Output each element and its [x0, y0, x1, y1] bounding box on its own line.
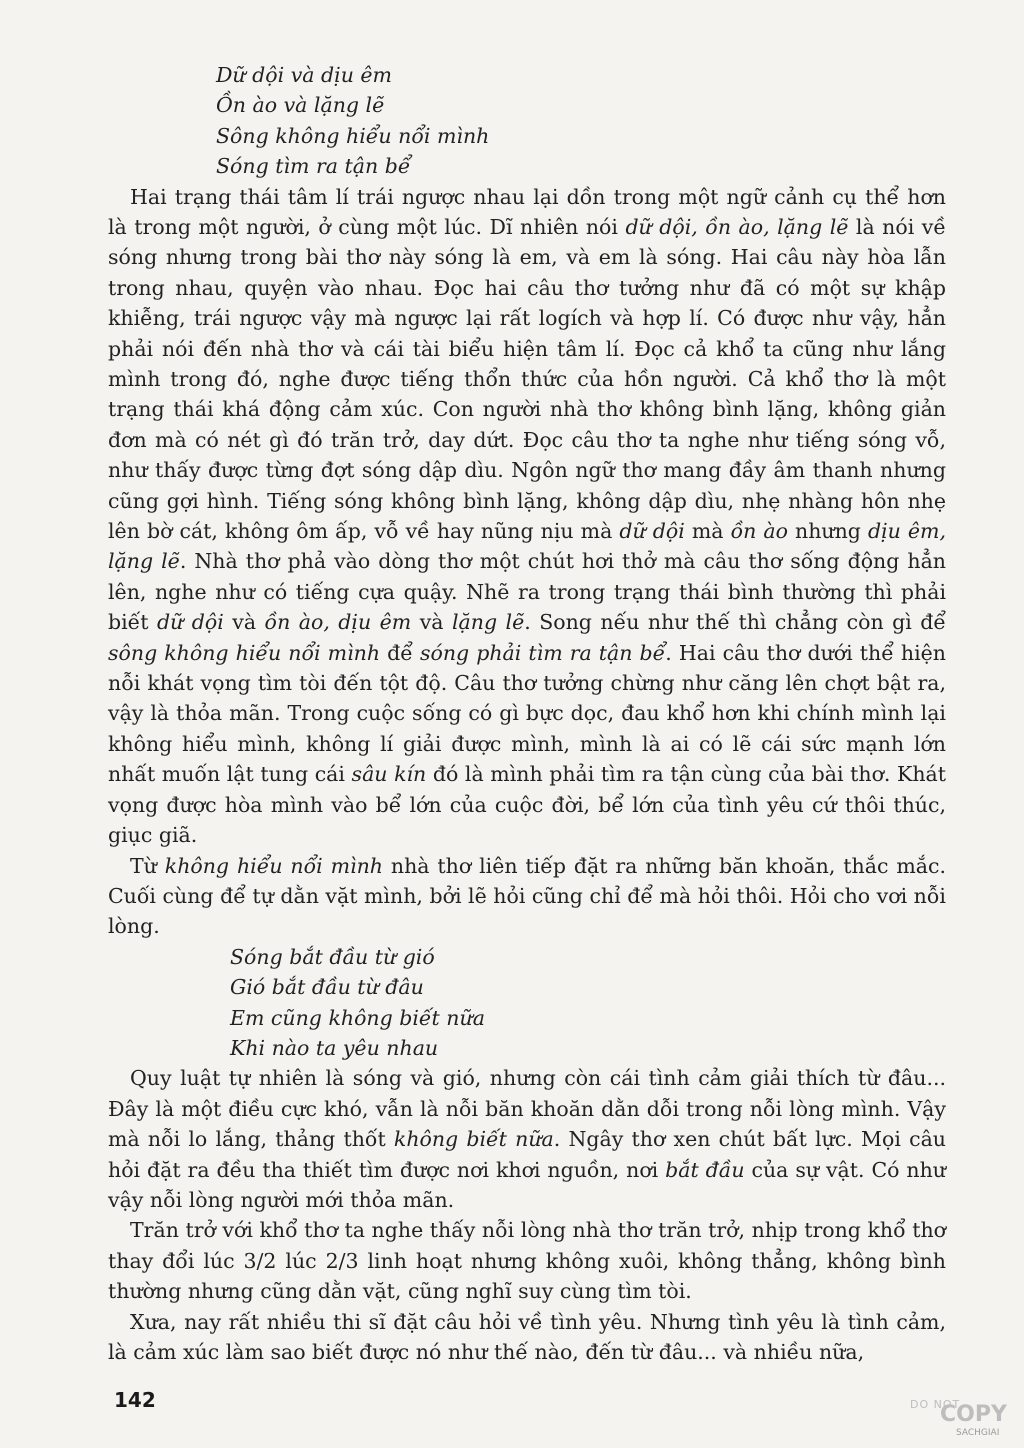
text-run: Xưa, nay rất nhiều thi sĩ đặt câu hỏi về tình yêu. Nhưng tình yêu là tình cảm, là cảm xúc làm sao biết được nó như thế nào, đến từ đâu... và nhiều nữa,: [108, 1309, 946, 1364]
text-run: và: [223, 610, 265, 635]
italic-quote: sóng phải tìm ra tận bể: [419, 640, 666, 665]
text-run: Quy luật tự nhiên là sóng và gió, nhưng còn cái tình cảm giải thích từ đâu... Đây là một điều cực khó, vẫn là nỗi băn khoăn dằn dỗi trong nỗi lòng mình. Vậy mà nỗi lo lắng, thảng thốt: [108, 1066, 946, 1152]
italic-quote: không hiểu nổi mình: [164, 853, 384, 878]
text-run: . Nhà thơ phả vào dòng thơ một chút hơi thở mà câu thơ sống động hẳn lên, nghe như có tiếng cựa quậy. Nhẽ ra trong trạng thái bình thường thì phải biết: [108, 549, 947, 635]
watermark-sub-text: SACHGIAI: [956, 1428, 1000, 1438]
paragraph-2: [108, 851, 946, 942]
paragraph-4: [108, 1215, 946, 1306]
poem-stanza-1: [108, 60, 946, 182]
text-run: nhưng: [787, 519, 868, 544]
paragraph-5: [108, 1307, 946, 1368]
watermark-logo: [906, 1398, 1018, 1442]
italic-quote: ồn ào: [730, 519, 788, 544]
text-run: và: [411, 610, 452, 635]
text-run: mà: [684, 519, 731, 544]
paragraph-3: [108, 1063, 946, 1215]
text-run: để: [380, 640, 420, 665]
poem-line: Em cũng không biết nữa: [230, 1005, 485, 1030]
italic-quote: dữ dội: [619, 519, 685, 544]
text-run: . Hai câu thơ dưới thể hiện nỗi khát vọng tìm tòi đến tột độ. Câu thơ tưởng chừng như căng lên chợt bật ra, vậy là thỏa mãn. Trong cuộc sống có gì bực dọc, đau khổ hơn khi chính mình lại không hiểu mình, không lí giải được mình, mình là ai có lẽ cái sức mạnh lớn nhất muốn lật tung cái: [108, 640, 946, 787]
italic-quote: bắt đầu: [665, 1157, 745, 1182]
italic-quote: lặng lẽ: [451, 610, 525, 635]
poem-line: Khi nào ta yêu nhau: [230, 1035, 439, 1060]
italic-quote: dữ dội: [157, 610, 224, 635]
text-run: là nói về sóng nhưng trong bài thơ này sóng là em, và em là sóng. Hai câu này hòa lẫn trong nhau, quyện vào nhau. Đọc hai câu thơ tưởng như đã có một sự khập khiễng, trái ngược vậy mà ngược lại rất logích và hợp lí. Có được như vậy, hẳn phải nói đến nhà thơ và cái tài biểu hiện tâm lí. Đọc cả khổ ta cũng như lắng mình trong đó, nghe được tiếng thổn thức của hồn người. Cả khổ thơ là một trạng thái khá động cảm xúc. Con người nhà thơ không bình lặng, không giản đơn mà có nét gì đó trăn trở, day dứt. Đọc câu thơ ta nghe như tiếng sóng vỗ, như thấy được từng đợt sóng dập dìu. Ngôn ngữ thơ mang đầy âm thanh nhưng cũng gợi hình. Tiếng sóng không bình lặng, không dập dìu, nhẹ nhàng hôn nhẹ lên bờ cát, không ôm ấp, vỗ về hay nũng nịu mà: [108, 214, 946, 544]
watermark-main-text: COPY: [940, 1402, 1007, 1427]
page-text: [108, 60, 946, 1367]
text-run: . Song nếu như thế thì chẳng còn gì để: [524, 610, 946, 635]
italic-quote: dịu êm, lặng lẽ: [108, 519, 947, 574]
italic-quote: sâu kín: [351, 762, 427, 787]
watermark-top-text: DO NOT: [910, 1398, 961, 1411]
poem-stanza-2: [108, 942, 946, 1064]
italic-quote: không biết nữa: [393, 1127, 554, 1152]
page-number: 142: [114, 1388, 156, 1412]
text-run: . Ngây thơ xen chút bất lực. Mọi câu hỏi đặt ra đều tha thiết tìm được nơi khơi nguồn, nơi: [108, 1127, 947, 1182]
text-run: đó là mình phải tìm ra tận cùng của bài thơ. Khát vọng được hòa mình vào bể lớn của cuộc đời, bể lớn của tình yêu cứ thôi thúc, giục giã.: [108, 762, 946, 848]
poem-line: Ồn ào và lặng lẽ: [216, 93, 385, 118]
poem-line: Sóng tìm ra tận bể: [216, 154, 411, 179]
text-run: nhà thơ liên tiếp đặt ra những băn khoăn, thắc mắc. Cuối cùng để tự dằn vặt mình, bởi lẽ hỏi cũng chỉ để mà hỏi thôi. Hỏi cho vơi nỗi lòng.: [108, 853, 946, 939]
poem-line: Sóng bắt đầu từ gió: [230, 944, 435, 969]
poem-line: Dữ dội và dịu êm: [216, 63, 392, 87]
text-run: của sự vật. Có như vậy nỗi lòng người mới thỏa mãn.: [108, 1157, 947, 1212]
text-run: Trăn trở với khổ thơ ta nghe thấy nỗi lòng nhà thơ trăn trở, nhịp trong khổ thơ thay đổi lúc 3/2 lúc 2/3 linh hoạt nhưng không xuôi, không thẳng, không bình thường nhưng cũng dằn vặt, cũng nghĩ suy cùng tìm tòi.: [108, 1218, 946, 1304]
poem-line: Gió bắt đầu từ đâu: [230, 975, 424, 1000]
text-run: Hai trạng thái tâm lí trái ngược nhau lại dồn trong một ngữ cảnh cụ thể hơn là trong một người, ở cùng một lúc. Dĩ nhiên nói: [108, 184, 946, 239]
paragraph-1: [108, 182, 946, 851]
poem-line: Sông không hiểu nổi mình: [216, 123, 490, 148]
text-run: Từ: [130, 853, 165, 878]
italic-quote: sông không hiểu nổi mình: [108, 640, 381, 665]
italic-quote: dữ dội, ồn ào, lặng lẽ: [625, 214, 849, 239]
italic-quote: ồn ào, dịu êm: [264, 610, 412, 635]
